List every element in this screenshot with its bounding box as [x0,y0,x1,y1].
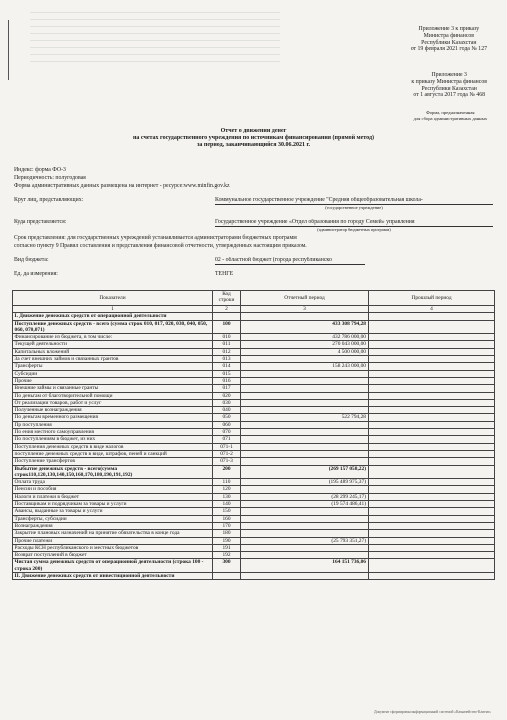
row-code: 110 [213,479,241,486]
row-code: 015 [213,370,241,377]
row-previous-value [369,479,495,486]
row-previous-value [369,436,495,443]
table-row [13,399,495,406]
row-indicator: Поступление денежных средств - всего (сумма строк 010, 017, 020, 030, 040, 050, 060, 070,071) [13,320,213,334]
row-current-value [241,486,369,493]
row-code: 070 [213,429,241,436]
table-row [13,363,495,370]
table-row [13,429,495,436]
table-row [13,493,495,500]
row-previous-value [369,493,495,500]
row-code: 020 [213,392,241,399]
row-previous-value [369,363,495,370]
report-title [0,128,507,149]
appendix-line: Республики Казахстан [421,85,477,92]
row-code [213,313,241,320]
table-row [13,320,495,334]
circle-value: Коммунальное государственное учреждение "Средняя общеобразовательная школа- [215,197,493,205]
row-code: 040 [213,407,241,414]
row-current-value [241,522,369,529]
bleed-through-shadow [30,12,280,62]
row-previous-value [369,377,495,384]
row-current-value [241,508,369,515]
row-code: 130 [213,493,241,500]
row-code: 190 [213,537,241,544]
unit-value: ТЕНГЕ [215,271,234,277]
appendix-line: Республики Казахстан [421,39,477,46]
row-indicator: поступление денежных средств в виде, штрафов, пеней и санкций [13,450,213,457]
table-row [13,450,495,457]
row-indicator: Внешние займы и связанные гранты [13,385,213,392]
appendix-line: к приказу Министра финансов [411,78,487,85]
row-current-value [241,356,369,363]
table-row [13,544,495,551]
row-indicator: Расходы КСН республиканского и местных бюджетов [13,544,213,551]
col-number: 4 [369,306,495,313]
row-current-value: 432 786 000,00 [241,334,369,341]
col-number: 2 [213,306,241,313]
title-line: Отчет о движении денег [220,128,287,134]
title-line: за период, заканчивающийся 30.06.2021 г. [196,142,311,148]
table-body [13,313,495,580]
row-indicator: Закрытие плановых назначений на принятие обязательства в конце года [13,530,213,537]
where-caption: (администратор бюджетных программ) [317,227,391,232]
form-note-line: для сбора административных данных [413,115,487,121]
row-code: 071-3 [213,458,241,465]
row-indicator: Текущей деятельности [13,341,213,348]
circle-label: Круг лиц, представляющих: [14,197,84,203]
form-periodicity: Периодичность: полугодовая [14,175,86,181]
table-row [13,356,495,363]
row-indicator: По деньгам временного размещения [13,414,213,421]
row-previous-value [369,552,495,559]
table-row [13,443,495,450]
row-code: 017 [213,385,241,392]
table-row [13,370,495,377]
row-current-value: 522 794,28 [241,414,369,421]
table-row [13,522,495,529]
form-index: Индекс: форма ФО-3 [14,167,66,173]
table-row [13,458,495,465]
row-previous-value [369,537,495,544]
row-code: 050 [213,414,241,421]
row-indicator: Авансы, выданные за товары и услуги [13,508,213,515]
row-indicator: Вознаграждения [13,522,213,529]
row-previous-value [369,399,495,406]
row-code: 012 [213,348,241,355]
row-previous-value [369,508,495,515]
row-code: 191 [213,544,241,551]
table-row [13,313,495,320]
appendix-line: Приложение 3 [431,72,467,78]
row-code: 030 [213,399,241,406]
table-row [13,421,495,428]
row-current-value [241,370,369,377]
col-header-code: Код строки [213,291,241,306]
row-indicator: Поставщикам и подрядчикам за товары и услуги [13,501,213,508]
row-code [213,572,241,579]
appendix-block-1 [411,26,487,53]
row-previous-value [369,522,495,529]
row-current-value [241,572,369,579]
row-indicator: Оплата труда [13,479,213,486]
row-current-value [241,436,369,443]
row-previous-value [369,348,495,355]
table-row [13,436,495,443]
row-indicator: От реализации товаров, работ и услуг [13,399,213,406]
cash-flow-table [12,290,495,580]
table-header-row [13,291,495,306]
row-indicator: Пенсии и пособия [13,486,213,493]
row-previous-value [369,429,495,436]
row-previous-value [369,443,495,450]
row-code: 016 [213,377,241,384]
row-current-value [241,392,369,399]
row-current-value [241,377,369,384]
row-current-value: (19 574 486,41) [241,501,369,508]
table-row [13,348,495,355]
row-current-value [241,544,369,551]
row-indicator: Капитальных вложений [13,348,213,355]
title-line: на счетах государственного учреждения по источникам финансирования (прямой метод) [132,135,375,141]
row-current-value [241,530,369,537]
deadline-line-1: Срок представления: для государственных учреждений устанавливается администраторами бюджетных программ [14,235,297,241]
row-previous-value [369,320,495,334]
row-previous-value [369,356,495,363]
row-code: 071-1 [213,443,241,450]
row-indicator: По поступлениям в бюджет, из них [13,436,213,443]
row-code: 160 [213,515,241,522]
table-row [13,407,495,414]
row-code: 140 [213,501,241,508]
row-indicator: Поступление трансфертов [13,458,213,465]
row-previous-value [369,392,495,399]
row-code: 010 [213,334,241,341]
col-header-indicator: Показатели [13,291,213,306]
table-number-row [13,306,495,313]
row-code: 170 [213,522,241,529]
row-indicator: Прочие платежи [13,537,213,544]
row-indicator: Поступления денежных средств в виде налогов [13,443,213,450]
row-current-value [241,421,369,428]
table-row [13,515,495,522]
table-row [13,552,495,559]
table-row [13,479,495,486]
row-indicator: По деньгам от благотворительной помощи [13,392,213,399]
row-indicator: За счет внешних займов и связанных грантов [13,356,213,363]
form-published: Форма административных данных размещена на интернет - ресурсе:www.minfin.gov.kz [14,183,230,189]
row-previous-value [369,544,495,551]
row-current-value: 158 243 000,00 [241,363,369,370]
form-note [414,110,487,121]
appendix-block-2 [411,72,487,99]
row-current-value [241,443,369,450]
row-current-value [241,458,369,465]
unit-label: Ед. да измерения: [14,271,58,277]
table-row [13,377,495,384]
row-previous-value [369,515,495,522]
table-row [13,537,495,544]
row-current-value [241,385,369,392]
table-row [13,465,495,479]
table-row [13,414,495,421]
row-previous-value [369,334,495,341]
table-row [13,486,495,493]
row-code: 013 [213,356,241,363]
row-code: 192 [213,552,241,559]
row-indicator: Трансферты, субсидии [13,515,213,522]
row-current-value: (28 299 245,17) [241,493,369,500]
row-previous-value [369,465,495,479]
col-number: 3 [241,306,369,313]
row-previous-value [369,530,495,537]
row-code: 200 [213,465,241,479]
col-header-current: Отчетный период [241,291,369,306]
row-previous-value [369,341,495,348]
row-code: 011 [213,341,241,348]
budget-label: Вид бюджета: [14,257,49,263]
table-row [13,392,495,399]
row-code: 071 [213,436,241,443]
row-current-value [241,407,369,414]
table-row [13,501,495,508]
row-previous-value [369,486,495,493]
row-previous-value [369,385,495,392]
row-previous-value [369,458,495,465]
row-current-value [241,450,369,457]
appendix-line: Приложение 3 к приказу [418,26,480,32]
row-indicator: По ения местного самоуправления [13,429,213,436]
appendix-line: Министра финансов [423,32,475,39]
table-row [13,385,495,392]
row-current-value [241,313,369,320]
row-current-value [241,429,369,436]
row-current-value: (195 489 975,37) [241,479,369,486]
row-indicator: Чистая сумма денежных средств от операционной деятельности (строка 100 - строка 200) [13,559,213,573]
row-indicator: Полученные вознаграждения [13,407,213,414]
deadline-line-2: согласно пункту 9 Правил составления и представления финансовой отчетности, утвержденных настоящим приказом. [14,243,307,249]
budget-value: 02 - областной бюджет (города республиканско [215,257,365,265]
col-header-previous: Прошлый период [369,291,495,306]
row-previous-value [369,501,495,508]
row-current-value: (25 793 351,27) [241,537,369,544]
row-previous-value [369,450,495,457]
row-indicator: Выбытие денежных средств - всего(сумма строк110,120,130,140,150,160,170,180,190,191,192) [13,465,213,479]
row-current-value: 164 151 736,06 [241,559,369,573]
row-code: 180 [213,530,241,537]
row-code: 014 [213,363,241,370]
row-indicator: Налоги и платежи в бюджет [13,493,213,500]
row-previous-value [369,407,495,414]
row-indicator: Субсидии [13,370,213,377]
table-row [13,530,495,537]
row-indicator: Трансферты [13,363,213,370]
row-indicator: Финансирование из бюджета, в том числе: [13,334,213,341]
table-row [13,334,495,341]
row-current-value: 433 308 794,28 [241,320,369,334]
row-current-value [241,515,369,522]
where-value: Государственное учреждение «Отдел образования по городу Семей» управления [215,219,493,227]
where-label: Куда представляется: [14,219,67,225]
row-current-value: 270 043 000,00 [241,341,369,348]
row-code: 120 [213,486,241,493]
appendix-line: от 19 февраля 2021 года № 127 [410,46,487,53]
row-previous-value [369,414,495,421]
row-code: 100 [213,320,241,334]
row-code: 060 [213,421,241,428]
row-previous-value [369,572,495,579]
margin-mark [8,20,9,80]
row-current-value [241,399,369,406]
row-code: 071-2 [213,450,241,457]
circle-caption: (государственное учреждение) [325,205,383,210]
system-footer: Документ сформирован информационной системой «Казначейство-Клиент» [374,710,491,714]
table-row [13,341,495,348]
row-indicator: I. Движение денежных средств от операционной деятельности [13,313,213,320]
row-previous-value [369,370,495,377]
row-current-value [241,552,369,559]
table-row [13,572,495,579]
row-indicator: II. Движение денежных средств от инвестиционной деятельности [13,572,213,579]
table-row [13,559,495,573]
row-previous-value [369,313,495,320]
row-current-value: (269 157 058,22) [241,465,369,479]
row-code: 150 [213,508,241,515]
row-indicator: Пр поступления [13,421,213,428]
row-current-value: 4 500 000,00 [241,348,369,355]
row-indicator: Возврат поступлений в бюджет [13,552,213,559]
row-indicator: Прочие [13,377,213,384]
appendix-line: от 1 августа 2017 года № 468 [413,92,485,99]
row-previous-value [369,559,495,573]
row-code: 300 [213,559,241,573]
col-number: 1 [13,306,213,313]
row-previous-value [369,421,495,428]
table-row [13,508,495,515]
form-note-line: Форма, предназначенная [426,110,475,115]
